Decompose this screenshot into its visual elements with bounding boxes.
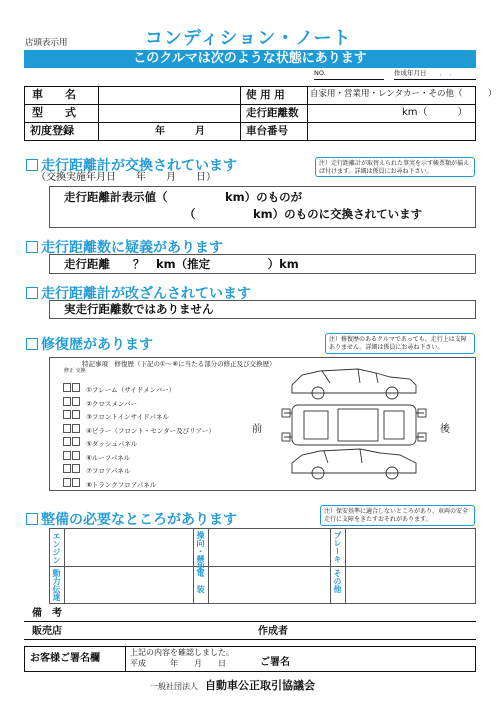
checkbox-square-icon: [26, 287, 38, 299]
creation-date-label: 作成年月日 ． ．: [394, 69, 456, 77]
section-maintenance-needed-title: 整備の必要なところがあります: [26, 509, 237, 529]
list-item: ①フレーム（サイドメンバー）: [63, 377, 215, 391]
first-registration-label: 初度登録: [30, 124, 74, 137]
section-odometer-replaced-title: 走行距離計が交換されています: [26, 155, 237, 175]
checkbox-square-icon: [26, 241, 38, 253]
repair-items-list: [63, 377, 215, 489]
store-display-label: 店頭表示用: [25, 38, 68, 48]
customer-signature-label: お客様ご署名欄: [30, 653, 100, 664]
maintenance-note: 注）保安基準に適合しないところがあり、車両の安全走行に支障をきたすおそれがあります。: [320, 505, 475, 526]
drivetrain-label: 動力伝達: [52, 569, 61, 601]
odometer-line-2: （ km）のものに交換されています: [184, 207, 423, 221]
steering-suspension-label: 操向・懸架: [196, 531, 205, 571]
page-title: コンディション・ノート: [145, 28, 352, 49]
section-odometer-tampered-title: 走行距離計が改ざんされています: [26, 283, 251, 303]
list-item: ⑤ダッシュパネル: [63, 431, 215, 445]
status-banner: このクルマは次のような状態にあります: [24, 50, 476, 68]
author-label: 作成者: [258, 626, 288, 637]
odometer-replaced-note: 注）走行距離計が取替えられた事実を示す帳票類が揃えば付けます。詳細は係員にお尋ね下さい。: [315, 157, 475, 177]
checkbox-square-icon: [26, 338, 38, 350]
repair-column-header: 修正 交換: [64, 368, 86, 374]
usage-value: 自家用・営業用・レンタカー・その他（ ）: [310, 89, 497, 99]
engine-label: エンジン: [52, 532, 61, 564]
list-item: ⑥ルーフパネル: [63, 445, 215, 459]
checkbox-square-icon: [26, 513, 38, 525]
mileage-value: km（ ）: [402, 107, 468, 118]
usage-label: 使 用 用: [246, 89, 285, 101]
model-label: 型 式: [32, 106, 76, 119]
no-label: NO.: [314, 69, 326, 77]
section-mileage-doubt-title: 走行距離数に疑義があります: [26, 237, 223, 257]
other-label: その他: [333, 569, 342, 593]
checkbox-square-icon: [26, 159, 38, 171]
remarks-label: 備 考: [32, 608, 62, 619]
electrical-label: 電 装: [196, 569, 205, 593]
front-label: 前: [252, 424, 262, 435]
rear-label: 後: [440, 424, 450, 435]
signature-date: 平成 年 月 日: [130, 659, 226, 668]
confirmation-text: 上記の内容を確認しました。: [130, 648, 234, 657]
mileage-label: 走行距離数: [246, 107, 299, 119]
brake-label: ブレーキ: [333, 531, 342, 563]
chassis-number-label: 車台番号: [246, 125, 288, 137]
organization-name: 自動車公正取引協議会: [205, 679, 315, 692]
list-item: ⑦フロアパネル: [63, 458, 215, 472]
replaced-checkbox[interactable]: [72, 478, 80, 487]
repair-history-caption: 特記事項 修復歴（下記の①～⑧に当たる部分の修正及び交換歴）: [82, 360, 276, 368]
list-item: ⑧トランクフロアパネル: [63, 472, 215, 486]
odometer-line-1: 走行距離計表示値（ km）のものが: [64, 190, 303, 204]
list-item: ④ピラー（フロント・センター及びリアー）: [63, 418, 215, 432]
section-repair-history-title: 修復歴があります: [26, 334, 153, 354]
repaired-checkbox[interactable]: [63, 478, 71, 487]
list-item: ③フロントインサイドパネル: [63, 404, 215, 418]
org-prefix: 一般社団法人: [150, 682, 198, 691]
repair-history-note: 注）修復歴のあるクルマであっても、走行上は支障ありません。詳細は係員にお尋ね下さい。: [325, 333, 475, 354]
replacement-date: （交換実施年月日 年 月 日）: [36, 172, 216, 183]
list-item: ②クロスメンバー: [63, 391, 215, 405]
mileage-doubt-line: 走行距離 ？ km（推定 ）km: [64, 257, 299, 271]
car-diagram: [280, 363, 428, 488]
odometer-tampered-line: 実走行距離数ではありません: [64, 302, 214, 316]
vehicle-name-label: 車 名: [32, 88, 76, 101]
signature-field-label[interactable]: ご署名: [260, 657, 290, 668]
first-registration-year-month: 年 月: [155, 126, 205, 137]
dealer-label: 販売店: [32, 626, 62, 637]
